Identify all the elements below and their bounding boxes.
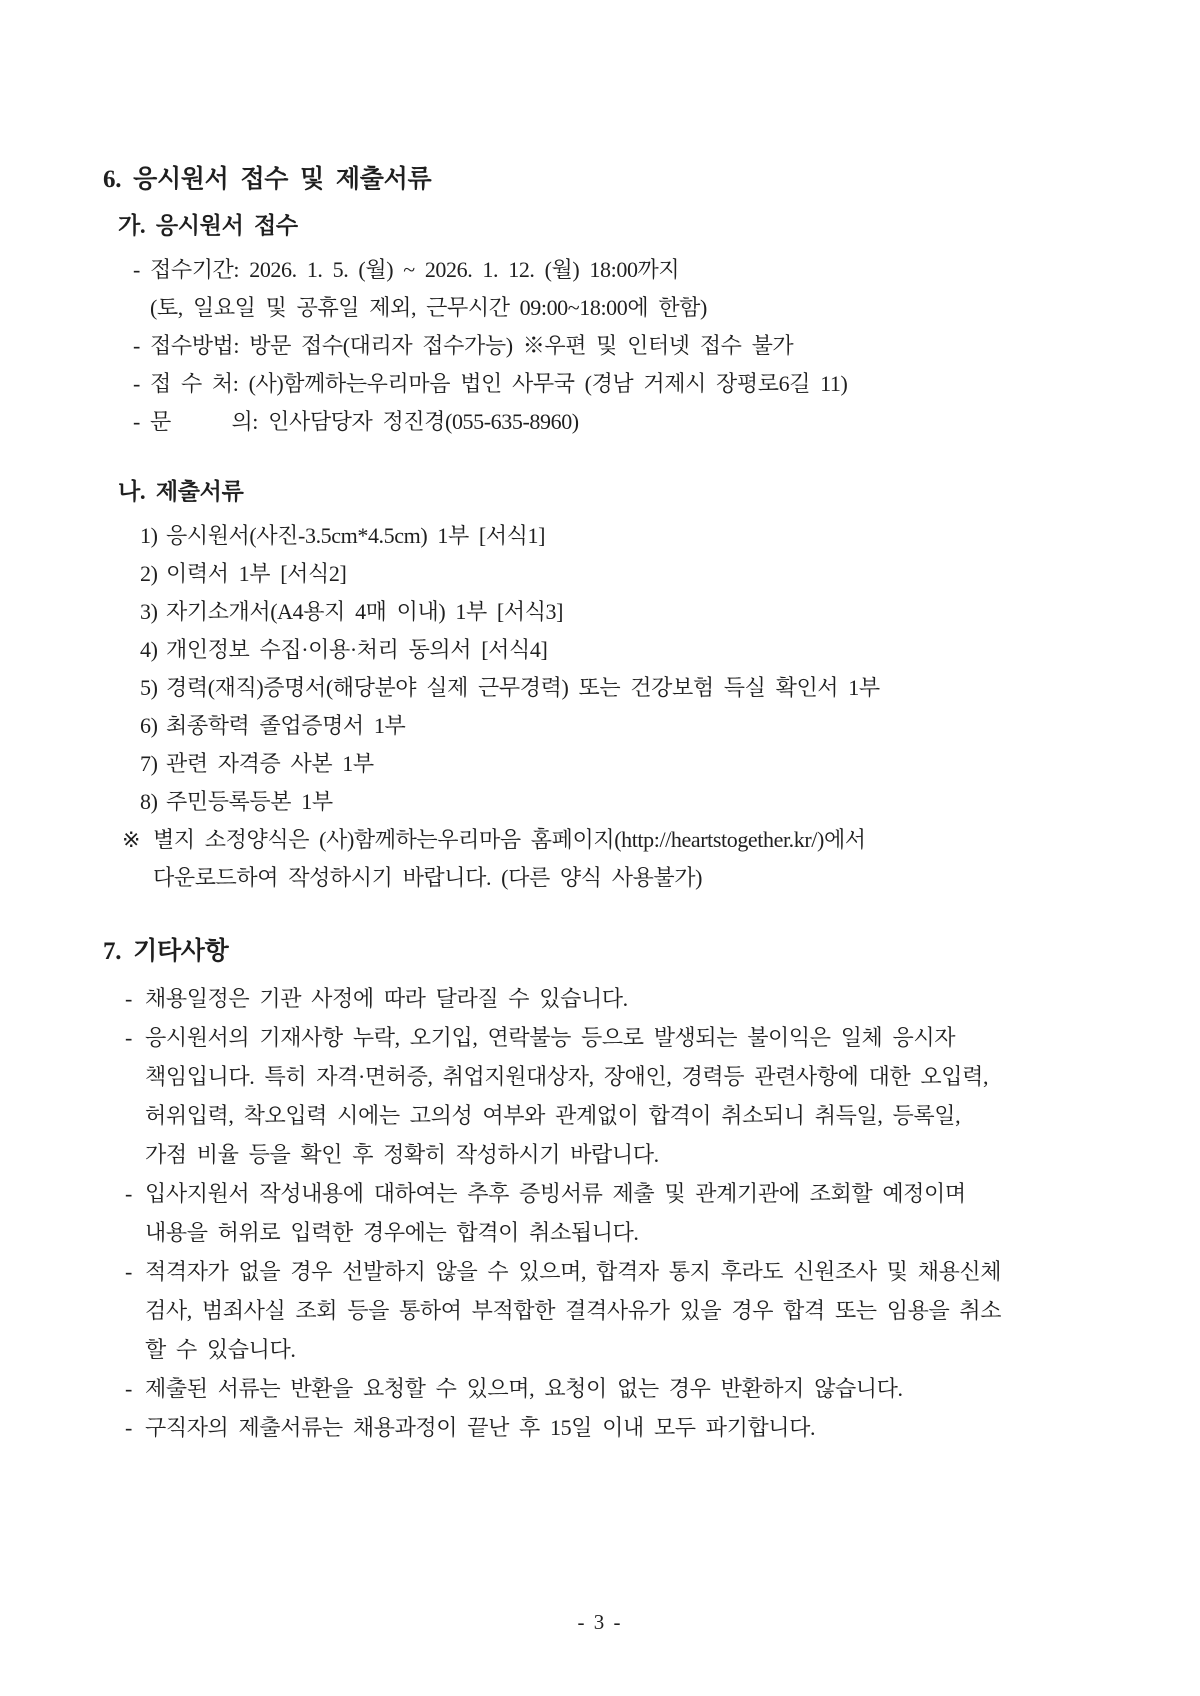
section-6b-heading: 나. 제출서류 <box>118 479 244 504</box>
line-marker: 5) <box>140 675 158 700</box>
list-line <box>103 631 1120 669</box>
line-text: 구직자의 제출서류는 채용과정이 끝난 후 15일 이내 모두 파기합니다. <box>145 1415 816 1440</box>
line-text: 접수방법: 방문 접수(대리자 접수가능) ※우편 및 인터넷 접수 불가 <box>150 333 794 358</box>
form-download-note <box>103 821 1120 859</box>
line-marker: - <box>133 409 140 434</box>
list-line <box>103 1174 1120 1213</box>
required-documents-list <box>103 517 1120 897</box>
line-marker: - <box>125 1259 132 1284</box>
list-line <box>103 1096 1120 1135</box>
line-text: 문 의: 인사담당자 정진경(055-635-8960) <box>150 409 579 434</box>
line-marker: 4) <box>140 637 158 662</box>
line-marker: 7) <box>140 751 158 776</box>
list-line <box>103 555 1120 593</box>
line-marker: 6) <box>140 713 158 738</box>
line-text: 이력서 1부 [서식2] <box>166 561 347 586</box>
line-text: 최종학력 졸업증명서 1부 <box>166 713 406 738</box>
list-line <box>103 669 1120 707</box>
list-line <box>103 1018 1120 1057</box>
section-7-heading: 7. 기타사항 <box>103 938 229 965</box>
line-marker: 1) <box>140 523 158 548</box>
line-marker: - <box>125 1025 132 1050</box>
line-text: 접수기간: 2026. 1. 5. (월) ~ 2026. 1. 12. (월) 18:00까지 <box>150 257 680 282</box>
line-marker: - <box>125 986 132 1011</box>
list-line <box>103 1135 1120 1174</box>
list-line <box>103 1330 1120 1369</box>
list-line <box>103 1408 1120 1447</box>
section-6-heading: 6. 응시원서 접수 및 제출서류 <box>103 166 432 193</box>
list-line <box>103 707 1120 745</box>
form-download-note <box>103 859 1120 897</box>
application-receipt-list <box>103 251 1120 441</box>
line-text: 제출된 서류는 반환을 요청할 수 있으며, 요청이 없는 경우 반환하지 않습니다. <box>145 1376 903 1401</box>
line-text: 응시원서의 기재사항 누락, 오기입, 연락불능 등으로 발생되는 불이익은 일체 응시자 <box>145 1025 956 1050</box>
line-text: 입사지원서 작성내용에 대하여는 추후 증빙서류 제출 및 관계기관에 조회할 예정이며 <box>145 1181 966 1206</box>
list-line <box>103 403 1120 441</box>
section-6a-heading: 가. 응시원서 접수 <box>118 213 298 238</box>
line-text: 검사, 범죄사실 조회 등을 통하여 부적합한 결격사유가 있을 경우 합격 또는 임용을 취소 <box>145 1298 1002 1323</box>
line-text: 접 수 처: (사)함께하는우리마음 법인 사무국 (경남 거제시 장평로6길 11) <box>150 371 848 396</box>
list-line <box>103 1291 1120 1330</box>
line-marker: - <box>133 257 140 282</box>
line-marker: - <box>125 1376 132 1401</box>
line-text: 책임입니다. 특히 자격·면허증, 취업지원대상자, 장애인, 경력등 관련사항에 대한 오입력, <box>145 1064 989 1089</box>
line-text: 내용을 허위로 입력한 경우에는 합격이 취소됩니다. <box>145 1220 639 1245</box>
list-line <box>103 1057 1120 1096</box>
line-text: 적격자가 없을 경우 선발하지 않을 수 있으며, 합격자 통지 후라도 신원조사 및 채용신체 <box>145 1259 1002 1284</box>
list-line <box>103 327 1120 365</box>
page-number: - 3 - <box>577 1610 623 1634</box>
line-marker: 8) <box>140 789 158 814</box>
line-text: 채용일정은 기관 사정에 따라 달라질 수 있습니다. <box>145 986 628 1011</box>
line-text: 개인정보 수집·이용·처리 동의서 [서식4] <box>166 637 548 662</box>
other-matters-list <box>103 979 1120 1447</box>
list-line <box>103 251 1120 289</box>
line-text: 가점 비율 등을 확인 후 정확히 작성하시기 바랍니다. <box>145 1142 659 1167</box>
list-line <box>103 783 1120 821</box>
line-text: 별지 소정양식은 (사)함께하는우리마음 홈페이지(http://heartstogether.kr/)에서 <box>153 827 866 852</box>
line-text: 다운로드하여 작성하시기 바랍니다. (다른 양식 사용불가) <box>153 865 703 890</box>
list-line <box>103 289 1120 327</box>
line-marker: 3) <box>140 599 158 624</box>
line-text: 관련 자격증 사본 1부 <box>166 751 374 776</box>
line-text: 할 수 있습니다. <box>145 1337 296 1362</box>
line-text: 주민등록등본 1부 <box>166 789 333 814</box>
line-text: 자기소개서(A4용지 4매 이내) 1부 [서식3] <box>166 599 564 624</box>
list-line <box>103 1213 1120 1252</box>
line-text: 경력(재직)증명서(해당분야 실제 근무경력) 또는 건강보험 득실 확인서 1부 <box>166 675 880 700</box>
line-marker: - <box>125 1415 132 1440</box>
list-line <box>103 365 1120 403</box>
list-line <box>103 593 1120 631</box>
line-marker: - <box>133 371 140 396</box>
line-text: 응시원서(사진-3.5cm*4.5cm) 1부 [서식1] <box>166 523 546 548</box>
list-line <box>103 745 1120 783</box>
line-text: (토, 일요일 및 공휴일 제외, 근무시간 09:00~18:00에 한함) <box>150 295 707 320</box>
line-marker: 2) <box>140 561 158 586</box>
line-marker: - <box>133 333 140 358</box>
line-text: 허위입력, 착오입력 시에는 고의성 여부와 관계없이 합격이 취소되니 취득일, 등록일, <box>145 1103 961 1128</box>
line-marker: - <box>125 1181 132 1206</box>
list-line <box>103 1369 1120 1408</box>
list-line <box>103 1252 1120 1291</box>
list-line <box>103 517 1120 555</box>
list-line <box>103 979 1120 1018</box>
reference-mark-icon: ※ <box>122 827 141 852</box>
